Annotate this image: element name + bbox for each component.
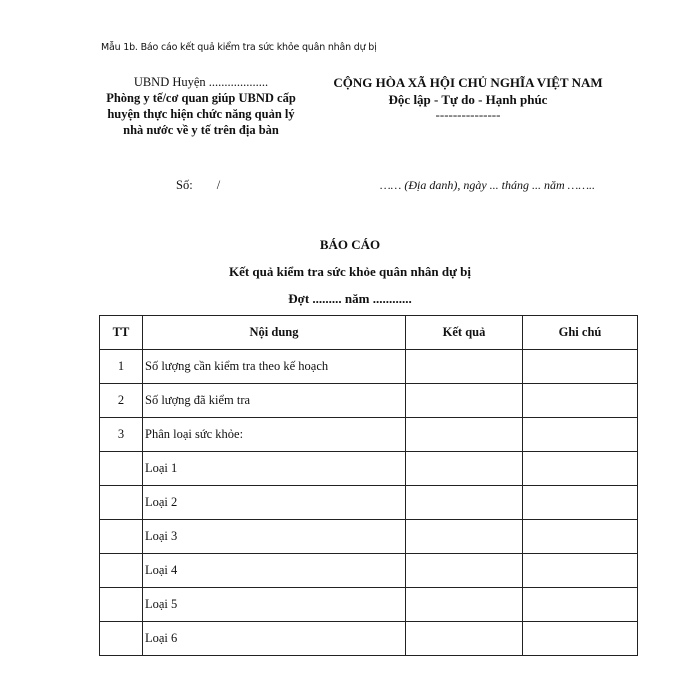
header-note: Ghi chú <box>523 316 638 350</box>
table-row <box>100 418 638 452</box>
note-cell[interactable] <box>523 350 638 384</box>
nation-name: CỘNG HÒA XÃ HỘI CHỦ NGHĨA VIỆT NAM <box>333 75 603 90</box>
row-content: Loại 3 <box>143 520 406 554</box>
note-cell[interactable] <box>523 486 638 520</box>
row-number: 1 <box>100 350 143 384</box>
row-number <box>100 520 143 554</box>
table-header-row <box>100 316 638 350</box>
row-number <box>100 486 143 520</box>
note-cell[interactable] <box>523 452 638 486</box>
result-cell[interactable] <box>406 520 523 554</box>
row-number: 2 <box>100 384 143 418</box>
left-header <box>96 74 306 138</box>
table-row <box>100 486 638 520</box>
result-cell[interactable] <box>406 418 523 452</box>
row-content: Loại 4 <box>143 554 406 588</box>
results-table <box>99 315 638 656</box>
row-content: Số lượng đã kiểm tra <box>143 384 406 418</box>
row-number: 3 <box>100 418 143 452</box>
header-tt: TT <box>100 316 143 350</box>
row-content: Loại 2 <box>143 486 406 520</box>
report-subtitle: Kết quả kiểm tra sức khỏe quân nhân dự bị <box>228 264 472 279</box>
row-number <box>100 622 143 656</box>
district-line: UBND Huyện ................... <box>133 75 269 89</box>
note-cell[interactable] <box>523 622 638 656</box>
batch-line: Đợt ......... năm ............ <box>288 291 412 306</box>
result-cell[interactable] <box>406 554 523 588</box>
row-number <box>100 554 143 588</box>
result-cell[interactable] <box>406 350 523 384</box>
table-row <box>100 384 638 418</box>
row-content: Số lượng cần kiểm tra theo kế hoạch <box>143 350 406 384</box>
result-cell[interactable] <box>406 588 523 622</box>
document-number <box>176 178 220 193</box>
result-cell[interactable] <box>406 622 523 656</box>
row-content: Loại 5 <box>143 588 406 622</box>
date-line: …… (Địa danh), ngày ... tháng ... năm …….. <box>380 178 595 192</box>
row-content: Phân loại sức khỏe: <box>143 418 406 452</box>
header-result: Kết quả <box>406 316 523 350</box>
agency-name: Phòng y tế/cơ quan giúp UBND cấp huyện thực hiện chức năng quản lý nhà nước về y tế trên địa bàn <box>106 91 296 137</box>
number-slash: / <box>216 178 221 192</box>
note-cell[interactable] <box>523 520 638 554</box>
note-cell[interactable] <box>523 554 638 588</box>
table-row <box>100 554 638 588</box>
form-code: Mẫu 1b. Báo cáo kết quả kiểm tra sức khỏe quân nhân dự bị <box>101 42 377 53</box>
result-cell[interactable] <box>406 452 523 486</box>
row-content: Loại 6 <box>143 622 406 656</box>
result-cell[interactable] <box>406 384 523 418</box>
right-header <box>318 74 618 123</box>
note-cell[interactable] <box>523 384 638 418</box>
table-row <box>100 452 638 486</box>
row-number <box>100 452 143 486</box>
table-row <box>100 350 638 384</box>
result-cell[interactable] <box>406 486 523 520</box>
motto-separator: --------------- <box>435 107 501 122</box>
motto: Độc lập - Tự do - Hạnh phúc <box>388 92 548 107</box>
number-label: Số: <box>176 178 193 192</box>
table-row <box>100 622 638 656</box>
note-cell[interactable] <box>523 418 638 452</box>
row-content: Loại 1 <box>143 452 406 486</box>
note-cell[interactable] <box>523 588 638 622</box>
header-content: Nội dung <box>143 316 406 350</box>
row-number <box>100 588 143 622</box>
report-title: BÁO CÁO <box>319 237 381 252</box>
table-row <box>100 520 638 554</box>
table-row <box>100 588 638 622</box>
